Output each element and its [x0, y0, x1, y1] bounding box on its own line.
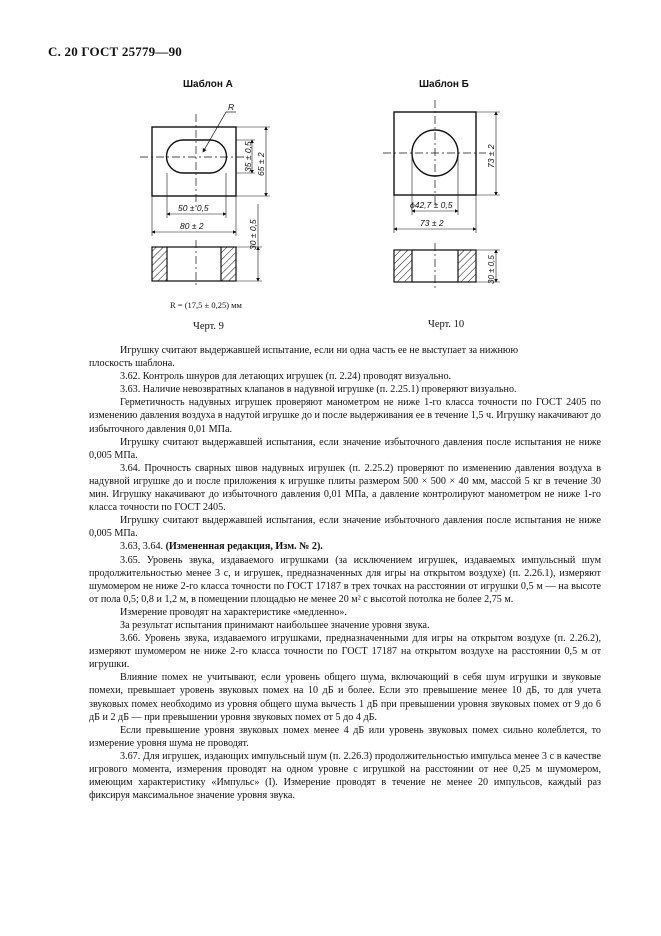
paragraph: Игрушку считают выдержавшей испытания, если значение избыточного давления после испытания не ниже 0,005 МПа.	[89, 515, 601, 540]
paragraph: Измерение проводят на характеристике «медленно».	[120, 606, 347, 618]
paragraph: 3.66. Уровень звука, издаваемого игрушками, предназначенными для игры на открытом воздухе (п. 2.26.2), измеряют шумомером не ниже 2-го класса точности по ГОСТ 17187 на открытом воздухе на расстоянии 0,5 м от игрушки.	[89, 633, 601, 671]
radius-note: R = (17,5 ± 0,25) мм	[170, 300, 242, 310]
figure-10-caption: Черт. 10	[428, 319, 465, 330]
dim-phi: ϕ42,7 ± 0,5	[410, 200, 453, 210]
dim-30-a: 30 ± 0,5	[248, 219, 258, 250]
dim-73-horizontal: 73 ± 2	[420, 218, 444, 228]
dim-50: 50 ± 0,5	[178, 203, 209, 213]
dim-73-vertical: 73 ± 2	[486, 144, 496, 168]
body-text	[89, 344, 601, 802]
template-b-section	[394, 243, 500, 289]
paragraph: Герметичность надувных игрушек проверяют манометром не ниже 1-го класса точности по ГОСТ 2405 по изменению давления воздуха в надутой игрушке до и после выдерживания ее в течение 1,5 ч. Игрушку накачивают до избыточного давления 0,01 МПа.	[89, 397, 601, 435]
amendment-bold: (Измененная редакция, Изм. № 2).	[165, 541, 323, 553]
paragraph: Игрушку считают выдержавшей испытание, если ни одна часть ее не выступает за нижнюю	[120, 345, 519, 356]
paragraph: 3.63. Наличие невозвратных клапанов в надувной игрушке (п. 2.25.1) проверяют визуально.	[120, 384, 517, 396]
paragraph: Игрушку считают выдержавшей испытания, если значение избыточного давления после испытания не ниже 0,005 МПа.	[89, 436, 601, 461]
amendment-prefix: 3.63, 3.64.	[120, 541, 166, 553]
technical-drawings	[0, 0, 661, 340]
paragraph: Если превышение уровня звуковых помех менее 4 дБ или уровень звуковых помех сильно колеблется, то измерение уровня шума не проводят.	[89, 724, 601, 749]
template-a-plan	[140, 112, 270, 236]
dim-30-b: 30 ± 0,5	[487, 255, 496, 284]
dim-35: 35 ± 0,5	[243, 141, 253, 172]
amendment-note	[89, 540, 601, 553]
radius-label: R	[228, 102, 235, 112]
paragraph: За результат испытания принимают наибольшее значение уровня звука.	[120, 619, 430, 631]
template-a-section	[152, 204, 262, 288]
paragraph: 3.65. Уровень звука, издаваемого игрушками (за исключением игрушек, издаваемых импульсный шум продолжительностью менее 3 с, и игрушек, предназначенных для игры на открытом воздухе) (п. 2.26.1), измеряют шумомером не ниже 2-го класса точности по ГОСТ 17187 в трех точках на расстоянии от игрушки 0,5 м — на высоте от пола 0,5; 0,8 и 1,2 м, в помещении площадью не менее 20 м² с высотой потолка не более 2,75 м.	[89, 554, 601, 605]
paragraph: 3.62. Контроль шнуров для летающих игрушек (п. 2.24) проводят визуально.	[120, 371, 452, 383]
template-b-plan	[383, 100, 500, 233]
page-header: С. 20 ГОСТ 25779—90	[48, 44, 182, 59]
figure-9-caption: Черт. 9	[193, 321, 224, 332]
figure-a-title: Шаблон А	[183, 79, 233, 90]
dim-80: 80 ± 2	[180, 221, 204, 231]
paragraph: 3.67. Для игрушек, издающих импульсный шум (п. 2.26.3) продолжительностью импульса менее 3 с в качестве игрового момента, измерения проводят на одном уровне с игрушкой на расстоянии от нее 0,25 м шумомером, имеющим характеристику «Импульс» (I). Измерение проводят в течение не менее 20 импульсов, каждый раз фиксируя максимальное значение уровня звука.	[89, 750, 601, 802]
paragraph: Влияние помех не учитывают, если уровень общего шума, включающий в себя шум игрушки и звуковые помехи, превышает уровень звуковых помех на 10 дБ и более. Если это превышение менее 10 дБ, то для учета звуковых помех необходимо из уровня общего шума вычесть 1 дБ при превышении уровня звуковых помех от 9 до 6 дБ и 2 дБ — при превышении уровня звуковых помех от 5 до 4 дБ.	[89, 672, 601, 723]
figure-b-title: Шаблон Б	[419, 79, 469, 90]
dim-65: 65 ± 2	[256, 152, 266, 176]
paragraph: 3.64. Прочность сварных швов надувных игрушек (п. 2.25.2) проверяют по изменению давления воздуха в надувной игрушке до и после приложения к игрушке плиты размером 500 × 500 × 40 мм, массой 5 кг в течение 30 мин. Игрушку накачивают до избыточного давления 0,01 МПа, а давление контролируют манометром не ниже 1-го класса точности по ГОСТ 2405.	[89, 462, 601, 514]
paragraph: плоскость шаблона.	[89, 358, 175, 370]
